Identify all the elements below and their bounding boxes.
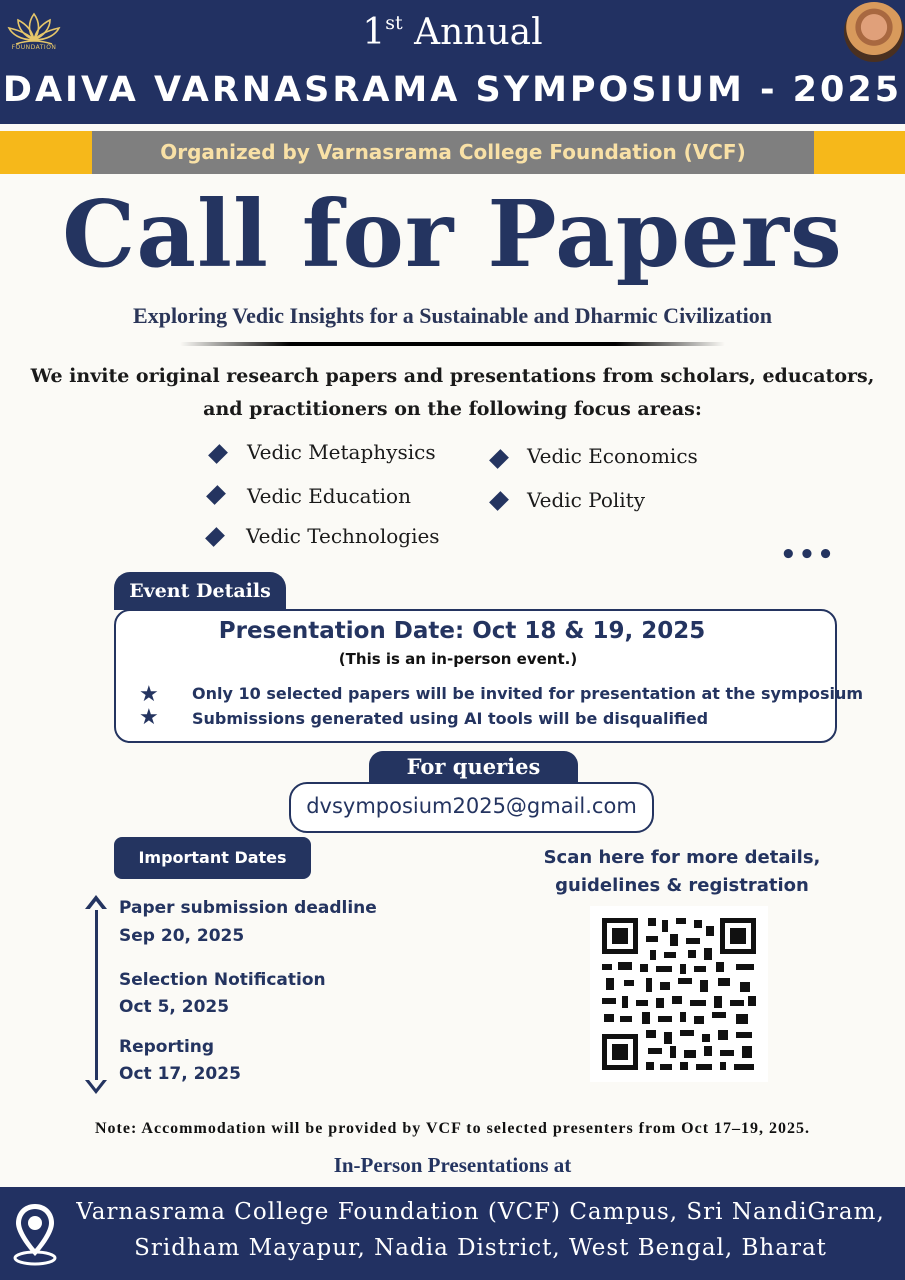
venue-address-line: Sridham Mayapur, Nadia District, West Bengal, Bharat xyxy=(134,1235,827,1261)
star-icon: ★ xyxy=(139,705,159,730)
timeline-line xyxy=(95,900,98,1086)
for-queries-tab: For queries xyxy=(369,751,578,783)
focus-area-item: Vedic Technologies xyxy=(246,524,440,548)
star-icon: ★ xyxy=(139,682,159,707)
date-item-name: Paper submission deadline xyxy=(119,898,377,918)
date-item-name: Reporting xyxy=(119,1037,215,1057)
contact-email[interactable]: dvsymposium2025@gmail.com xyxy=(289,782,654,833)
location-pin-icon xyxy=(10,1200,60,1266)
focus-area-item: Vedic Metaphysics xyxy=(247,440,436,464)
organizer-bar: Organized by Varnasrama College Foundation (VCF) xyxy=(92,131,814,174)
date-item-date: Oct 5, 2025 xyxy=(119,997,230,1017)
diamond-bullet-icon xyxy=(208,444,228,464)
logo-text: FOUNDATION xyxy=(11,44,57,51)
qr-code[interactable] xyxy=(590,906,768,1082)
diamond-bullet-icon xyxy=(489,491,509,511)
annual-heading: 1st Annual xyxy=(362,12,543,53)
invitation-text: We invite original research papers and presentations from scholars, educators, and practitioners on the following focus areas: xyxy=(30,365,875,420)
scan-instructions: Scan here for more details, guidelines & registration xyxy=(543,847,821,896)
diamond-bullet-icon xyxy=(205,527,225,547)
symposium-title: DAIVA VARNASRAMA SYMPOSIUM - 2025 xyxy=(2,70,903,110)
presentation-date: Presentation Date: Oct 18 & 19, 2025 xyxy=(218,618,706,644)
venue-address-line: Varnasrama College Foundation (VCF) Campus, Sri NandiGram, xyxy=(76,1199,885,1225)
date-item-name: Selection Notification xyxy=(119,970,326,990)
in-person-note: (This is an in-person event.) xyxy=(338,650,578,668)
focus-area-item: Vedic Polity xyxy=(527,488,646,512)
date-item-date: Sep 20, 2025 xyxy=(119,926,245,946)
accommodation-note: Note: Accommodation will be provided by VCF to selected presenters from Oct 17–19, 2025. xyxy=(94,1120,811,1137)
call-for-papers-heading: Call for Papers xyxy=(62,180,843,288)
event-details-tab: Event Details xyxy=(114,572,286,610)
focus-area-item: Vedic Economics xyxy=(527,444,698,468)
focus-area-item: Vedic Education xyxy=(247,484,411,508)
venue-heading: In-Person Presentations at xyxy=(333,1153,572,1177)
important-dates-label: Important Dates xyxy=(114,837,311,879)
date-item-date: Oct 17, 2025 xyxy=(119,1064,241,1084)
diamond-bullet-icon xyxy=(489,449,509,469)
divider xyxy=(180,342,725,346)
event-rule: Submissions generated using AI tools will be disqualified xyxy=(192,709,709,728)
theme-subtitle: Exploring Vedic Insights for a Sustainable and Dharmic Civilization xyxy=(133,303,772,328)
diamond-bullet-icon xyxy=(206,485,226,505)
more-dots: ••• xyxy=(780,540,836,570)
event-rule: Only 10 selected papers will be invited for presentation at the symposium xyxy=(192,684,864,703)
